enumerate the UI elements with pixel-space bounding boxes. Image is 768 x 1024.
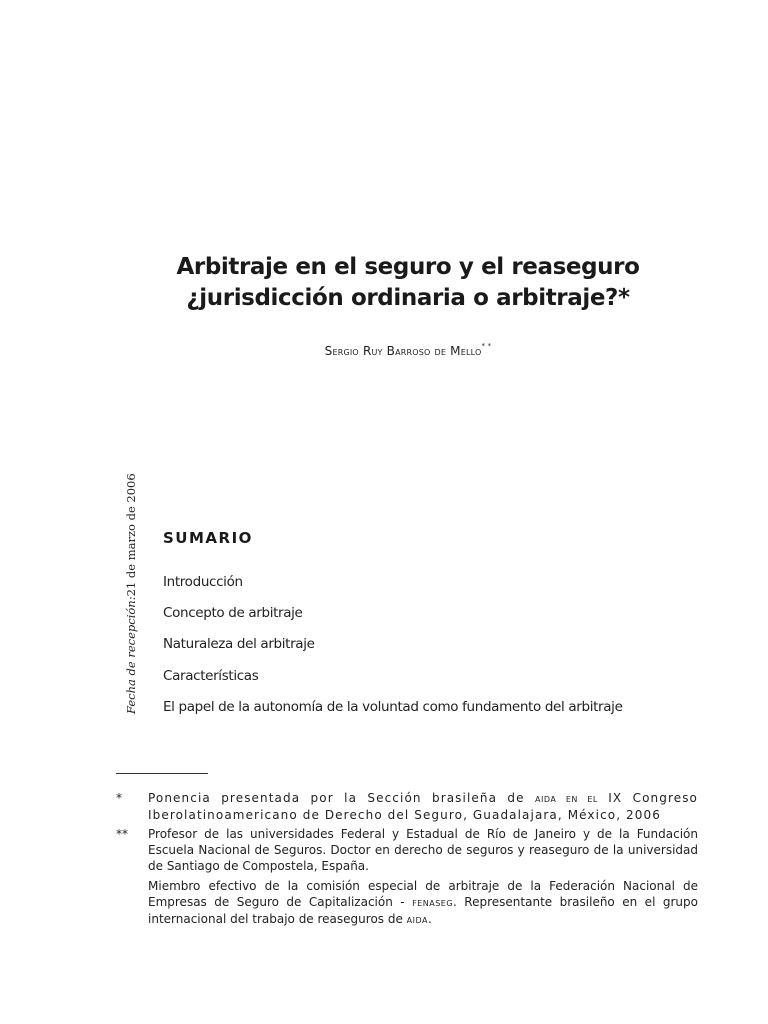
article-title — [0, 252, 768, 314]
reception-date-value: 21 de marzo de 2006 — [124, 473, 138, 597]
summary-item: Características — [163, 667, 259, 684]
sumario-heading: SUMARIO — [163, 529, 253, 547]
summary-item: Naturaleza del arbitraje — [163, 636, 315, 653]
footnote-2-smallcaps-2: aida — [406, 913, 428, 926]
footnote-rule — [116, 773, 208, 774]
footnote-2-smallcaps-1: fenaseg — [412, 896, 454, 909]
author-name: Sergio Ruy Barroso de Mello — [324, 344, 482, 358]
footnote-2-text-b: . Representante brasileño en el grupo internacional del trabajo de reaseguros de — [148, 895, 698, 926]
footnote-2-text-a: Miembro efectivo de la comisión especial de arbitraje de la Federación Nacional de Empresas de Seguro de Capitalización - — [148, 879, 698, 909]
summary-item: Concepto de arbitraje — [163, 605, 303, 622]
footnote-2-paragraph-1: Profesor de las universidades Federal y Estadual de Río de Janeiro y de la Fundación Escuela Nacional de Seguros. Doctor en derecho de seguros y reaseguro de la universidad de Santiago de Compostela, España. — [148, 827, 698, 873]
title-line-2: ¿jurisdicción ordinaria o arbitraje?* — [186, 285, 630, 311]
author-footnote-mark: * * — [481, 342, 492, 350]
author-line — [0, 344, 768, 358]
footnote-2-paragraph-2 — [148, 878, 698, 928]
footnote-1-text-b: IX Congreso Iberolatinoamericano de Derecho del Seguro, Guadalajara, México, 2006 — [148, 791, 698, 822]
footnote-2-mark: ** — [116, 827, 128, 841]
title-line-1: Arbitraje en el seguro y el reaseguro — [176, 254, 640, 280]
reception-date-label: Fecha de recepción: — [124, 596, 138, 714]
footnote-2 — [116, 826, 698, 928]
footnote-1-smallcaps: aida en el — [535, 792, 598, 805]
reception-date-note — [96, 473, 138, 720]
footnote-1-mark: * — [116, 791, 122, 805]
footnote-1 — [116, 790, 698, 823]
footnote-2-text-c: . — [428, 912, 432, 926]
footnote-1-text-a: Ponencia presentada por la Sección brasileña de — [148, 791, 536, 805]
summary-list — [163, 572, 623, 728]
summary-item: Introducción — [163, 574, 243, 590]
summary-item: El papel de la autonomía de la voluntad como fundamento del arbitraje — [163, 698, 623, 715]
